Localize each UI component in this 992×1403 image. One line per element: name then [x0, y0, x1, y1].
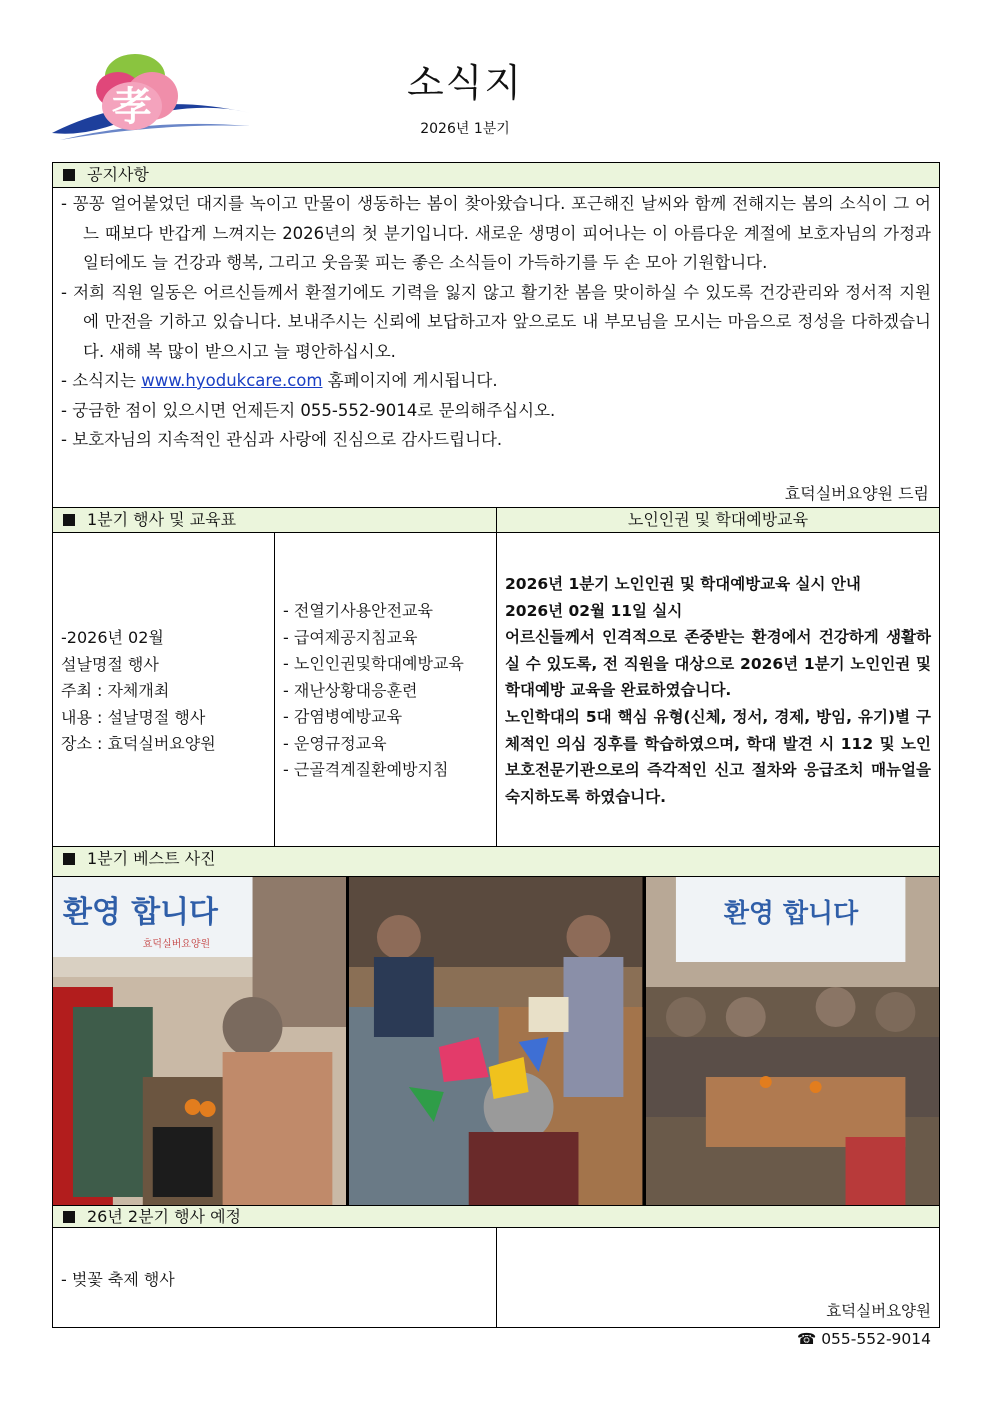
next-quarter-header: 26년 2분기 행사 예정	[53, 1206, 939, 1228]
phone-number: 055-552-9014	[821, 1330, 931, 1348]
page-title: 소식지	[406, 61, 524, 105]
square-bullet-icon	[63, 1211, 75, 1223]
svg-text:환영 합니다: 환영 합니다	[62, 894, 218, 931]
notice-web: - 소식지는 www.hyodukcare.com 홈페이지에 게시됩니다.	[61, 371, 498, 390]
event-details: -2026년 02월 설날명절 행사 주최 : 자체개최 내용 : 설날명절 행사 장소 : 효덕실버요양원	[61, 628, 216, 753]
list-item: - 노인인권및학대예방교육	[283, 654, 464, 673]
photo-1	[53, 877, 346, 1205]
page-subtitle: 2026년 1분기	[420, 121, 510, 137]
svg-text:환영 합니다: 환영 합니다	[723, 898, 858, 930]
notice-item: - 저희 직원 일동은 어르신들께서 환절기에도 기력을 잃지 않고 활기찬 봄을 맞이하실 수 있도록 건강관리와 정서적 지원에 만전을 기하고 있습니다. 보내주시는 신뢰에 보답하고자 앞으로도 내 부모님을 모시는 마음으로 정성을 다하겠습니다. 새해 복 많이 받으시고 늘 평안하십시오.	[61, 282, 932, 361]
phone-line	[797, 1325, 931, 1353]
square-bullet-icon	[63, 514, 75, 526]
list-item: - 벚꽃 축제 행사	[61, 1270, 175, 1289]
list-item: - 근골격계질환예방지침	[283, 760, 449, 779]
contact-block	[797, 1297, 931, 1353]
notice-item: - 꽁꽁 얼어붙었던 대지를 녹이고 만물이 생동하는 봄이 찾아왔습니다. 포근해진 날씨와 함께 전해지는 봄의 소식이 그 어느 때보다 반갑게 느껴지는 2026년의 첫 분기입니다. 새로운 생명이 피어나는 이 아름다운 계절에 보호자님의 가정과 일터에도 늘 건강과 행복, 그리고 웃음꽃 피는 좋은 소식들이 가득하기를 두 손 모아 기원합니다.	[61, 194, 931, 272]
notice-signature: 효덕실버요양원 드림	[784, 484, 929, 503]
square-bullet-icon	[63, 169, 75, 181]
rights-header: 노인인권 및 학대예방교육	[497, 508, 939, 533]
list-item: - 운영규정교육	[283, 733, 387, 753]
photo-3	[646, 877, 939, 1205]
notice-header	[53, 163, 939, 188]
homepage-link[interactable]: www.hyodukcare.com	[141, 371, 323, 390]
list-item: - 전열기사용안전교육	[283, 601, 433, 620]
notice-body	[61, 189, 931, 455]
newsletter-frame	[52, 162, 940, 1348]
events-header: 1분기 행사 및 교육표	[53, 508, 496, 533]
education-list	[283, 598, 464, 784]
list-item: - 급여제공지침교육	[283, 627, 418, 647]
org-name: 효덕실버요양원	[826, 1302, 931, 1320]
notice-thanks: - 보호자님의 지속적인 관심과 사랑에 진심으로 감사드립니다.	[61, 430, 503, 449]
list-item: - 재난상황대응훈련	[283, 680, 418, 700]
list-item: - 감염병예방교육	[283, 707, 403, 726]
svg-text:효덕실버요양원: 효덕실버요양원	[142, 938, 211, 951]
phone-icon: ☎	[796, 1330, 817, 1348]
photo-2	[349, 877, 642, 1205]
notice-heading: 공지사항	[87, 165, 149, 184]
next-event-list	[61, 1267, 175, 1290]
photos-header: 1분기 베스트 사진	[53, 847, 939, 877]
rights-education-text: 2026년 1분기 노인인권 및 학대예방교육 실시 안내 2026년 02월 11일 실시 어르신들께서 인격적으로 존중받는 환경에서 건강하게 생활하실 수 있도록, 전 직원을 대상으로 2026년 1분기 노인인권 및 학대예방 교육을 완료하였습니다. 노인학대의 5대 핵심 유형(신체, 정서, 경제, 방임, 유기)별 구체적인 의심 징후를 학습하였으며, 학대 발견 시 112 및 노인보호전문기관으로의 즉각적인 신고 절차와 응급조치 매뉴얼을 숙지하도록 하였습니다.	[505, 575, 931, 806]
svg-text:孝: 孝	[112, 83, 152, 130]
photo-gallery	[53, 877, 939, 1205]
notice-contact: - 궁금한 점이 있으시면 언제든지 055-552-9014로 문의해주십시오.	[61, 400, 556, 420]
square-bullet-icon	[63, 853, 75, 865]
